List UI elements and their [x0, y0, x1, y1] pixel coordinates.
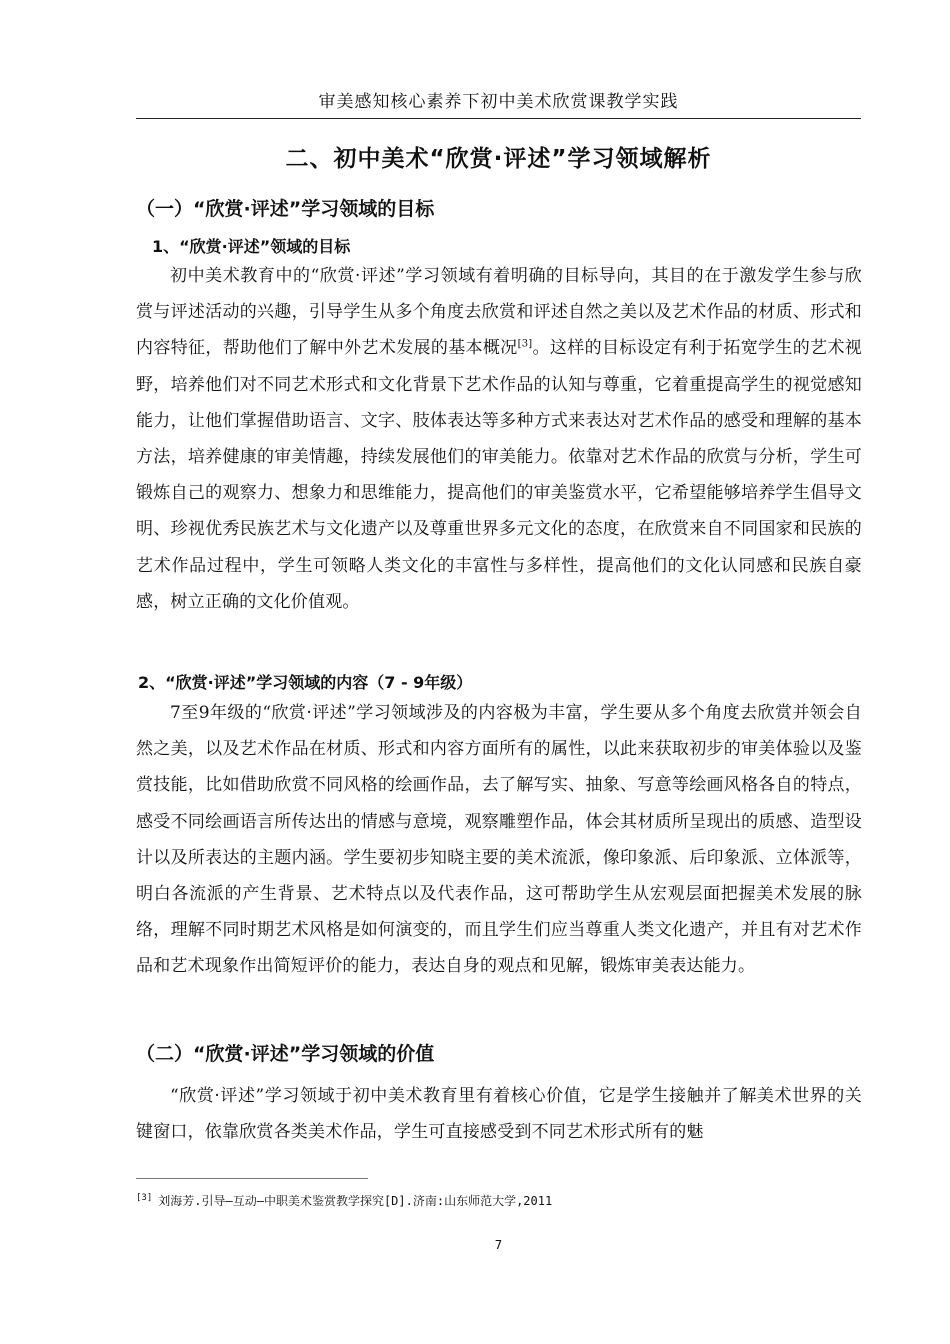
paragraph-value: “欣赏·评述”学习领域于初中美术教育里有着核心价值，它是学生接触并了解美术世界的关键窗口，依靠欣赏各类美术作品，学生可直接感受到不同艺术形式所有的魅 — [136, 1086, 862, 1143]
section-heading-value: （二）“欣赏·评述”学习领域的价值 — [136, 1043, 435, 1065]
running-header: 审美感知核心素养下初中美术欣赏课教学实践 — [318, 92, 679, 112]
section-heading-goals: （一）“欣赏·评述”学习领域的目标 — [136, 198, 435, 220]
footnote-mark: [3] — [136, 1193, 153, 1203]
footnote-reference[interactable]: [3] — [517, 338, 533, 350]
paragraph-goals-text-2: 。这样的目标设定有利于拓宽学生的艺术视野，培养他们对不同艺术形式和文化背景下艺术作品的认知与尊重，它着重提高学生的视觉感知能力，让他们掌握借助语言、文字、肢体表达等多种方式来表达对艺术作品的感受和理解的基本方法，培养健康的审美情趣，持续发展他们的审美能力。依靠对艺术作品的欣赏与分析，学生可锻炼自己的观察力、想象力和思维能力，提高他们的审美鉴赏水平，它希望能够培养学生倡导文明、珍视优秀民族艺术与文化遗产以及尊重世界多元文化的态度，在欣赏来自不同国家和民族的艺术作品过程中，学生可领略人类文化的丰富性与多样性，提高他们的文化认同感和民族自豪感，树立正确的文化价值观。 — [136, 338, 862, 612]
header-rule — [136, 118, 861, 119]
chapter-title: 二、初中美术“欣赏·评述”学习领域解析 — [285, 146, 712, 172]
paragraph-goals — [136, 258, 862, 620]
page-number: 7 — [494, 1238, 503, 1252]
footnote — [136, 1189, 862, 1210]
footnote-text: 刘海芳.引导—互动—中职美术鉴赏教学探究[D].济南:山东师范大学,2011 — [158, 1194, 553, 1208]
subsection-heading-goals: 1、“欣赏·评述”领域的目标 — [152, 237, 351, 256]
footnote-rule — [136, 1178, 368, 1179]
paragraph-goals-text-1: 初中美术教育中的“欣赏·评述”学习领域有着明确的目标导向，其目的在于激发学生参与欣赏与评述活动的兴趣，引导学生从多个角度去欣赏和评述自然之美以及艺术作品的材质、形式和内容特征，帮助他们了解中外艺术发展的基本概况 — [136, 266, 862, 359]
paragraph-content: 7至9年级的“欣赏·评述”学习领域涉及的内容极为丰富，学生要从多个角度去欣赏并领会自然之美，以及艺术作品在材质、形式和内容方面所有的属性，以此来获取初步的审美体验以及鉴赏技能，比如借助欣赏不同风格的绘画作品，去了解写实、抽象、写意等绘画风格各自的特点，感受不同绘画语言所传达出的情感与意境，观察雕塑作品，体会其材质所呈现出的质感、造型设计以及所表达的主题内涵。学生要初步知晓主要的美术流派，像印象派、后印象派、立体派等，明白各流派的产生背景、艺术特点以及代表作品，这可帮助学生从宏观层面把握美术发展的脉络，理解不同时期艺术风格是如何演变的，而且学生们应当尊重人类文化遗产，并且有对艺术作品和艺术现象作出简短评价的能力，表达自身的观点和见解，锻炼审美表达能力。 — [136, 703, 862, 977]
subsection-heading-content: 2、“欣赏·评述”学习领域的内容（7 - 9年级） — [138, 673, 473, 692]
